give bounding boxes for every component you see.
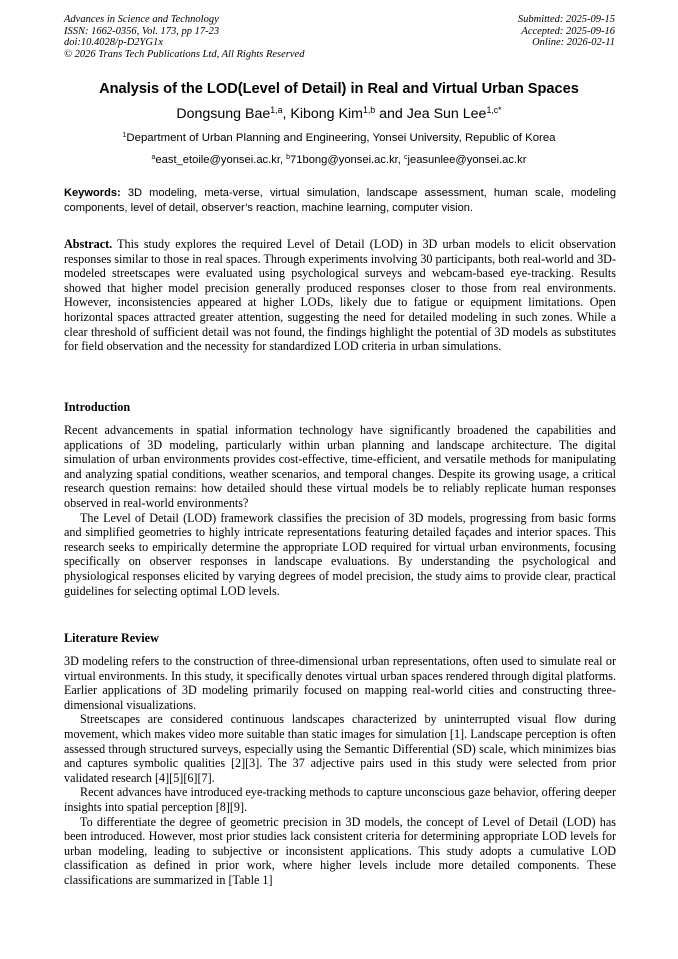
online-date: Online: 2026-02-11 bbox=[532, 37, 615, 49]
author-separator: and bbox=[375, 106, 407, 122]
paragraph: To differentiate the degree of geometric precision in 3D models, the concept of Level of Detail (LOD) has been introduced. However, most prior studies lack consistent criteria for determining appropriate LOD levels for urban modeling, leading to subjective or inconsistent applications. This study adopts a cumulative LOD classification as defined in prior work, where higher levels include more detailed components. These classifications are summarized in [Table 1] bbox=[64, 814, 616, 887]
keywords bbox=[64, 186, 616, 215]
keywords-label: Keywords: bbox=[64, 187, 121, 199]
abstract bbox=[64, 237, 616, 354]
email-link[interactable]: jeasunlee@yonsei.ac.kr bbox=[407, 154, 527, 166]
email-mark: c bbox=[404, 154, 408, 162]
issn-line: ISSN: 1662-0356, Vol. 173, pp 17-23 bbox=[64, 25, 220, 37]
affiliation-text: Department of Urban Planning and Engineering, Yonsei University, Republic of Korea bbox=[126, 132, 556, 144]
affiliation-mark: 1 bbox=[122, 132, 127, 140]
author-affil-mark: 1,c* bbox=[486, 105, 502, 116]
author-separator: , bbox=[282, 106, 291, 122]
journal-name: Advances in Science and Technology bbox=[64, 14, 219, 25]
paragraph: Streetscapes are considered continuous landscapes characterized by uninterrupted visual flow during movement, which makes video more suitable than static images for simulation [1]. Landscape perception is often assessed through structured surveys, especially using the Semantic Differential (SD) scale, which minimizes bias and captures symbolic qualities [2][3]. The 37 adjective pairs used in this study were selected from prior validated research [4][5][6][7]. bbox=[64, 712, 616, 785]
email-list bbox=[40, 153, 638, 168]
introduction-body bbox=[64, 423, 616, 598]
email-link[interactable]: 71bong@yonsei.ac.kr bbox=[290, 154, 398, 166]
section-heading-literature-review: Literature Review bbox=[64, 631, 159, 645]
author-name: Dongsung Bae bbox=[176, 106, 271, 122]
submission-dates bbox=[518, 14, 615, 49]
author-name: Kibong Kim bbox=[290, 106, 363, 122]
email-mark: b bbox=[286, 154, 291, 162]
paper-title: Analysis of the LOD(Level of Detail) in Real and Virtual Urban Spaces bbox=[99, 81, 579, 97]
email-mark: a bbox=[151, 154, 156, 162]
keywords-text: 3D modeling, meta-verse, virtual simulation, landscape assessment, human scale, modeling components, level of detail, observer’s reaction, machine learning, computer vision. bbox=[64, 187, 616, 214]
author-list bbox=[40, 105, 638, 123]
journal-info bbox=[64, 14, 304, 60]
copyright-line: © 2026 Trans Tech Publications Ltd, All Rights Reserved bbox=[64, 48, 305, 60]
accepted-date: Accepted: 2025-09-16 bbox=[521, 25, 615, 37]
email-separator: , bbox=[397, 154, 405, 166]
abstract-text: This study explores the required Level of Detail (LOD) in 3D urban models to elicit observation responses similar to those in real spaces. Through experiments involving 30 participants, both real-world and 3D-modeled streetscapes were evaluated using psychological surveys and webcam-based eye-tracking. Results showed that higher model precision generally produced responses closer to those from real environments. However, inconsistencies appeared at higher LODs, likely due to fatigue or equipment limitations. Open horizontal spaces attracted greater attention, suggesting the need for detailed modeling in such zones. While a clear threshold of sufficient detail was not found, the findings highlight the potential of 3D models as substitutes for field observation and the necessity for standardized LOD criteria in urban simulations. bbox=[64, 237, 616, 354]
author-name: Jea Sun Lee bbox=[406, 106, 487, 122]
affiliation bbox=[40, 131, 638, 146]
paragraph: The Level of Detail (LOD) framework classifies the precision of 3D models, progressing from basic forms and simplified geometries to highly intricate representations featuring detailed façades and interior spaces. This research seeks to empirically determine the appropriate LOD required for virtual urban environments, focusing specifically on observer responses in landscape evaluations. By understanding the psychological and physiological responses elicited by varying degrees of model precision, the study aims to provide clear, practical guidelines for selecting optimal LOD levels. bbox=[64, 510, 616, 598]
author-affil-mark: 1,a bbox=[270, 105, 283, 116]
author-affil-mark: 1,b bbox=[362, 105, 376, 116]
email-link[interactable]: east_etoile@yonsei.ac.kr bbox=[155, 154, 280, 166]
doi-line: doi:10.4028/p-D2YG1x bbox=[64, 37, 163, 49]
literature-review-body bbox=[64, 654, 616, 888]
paragraph: 3D modeling refers to the construction of three-dimensional urban representations, often used to simulate real or virtual environments. In this study, it specifically denotes virtual urban spaces rendered through digital platforms. Earlier applications of 3D modeling primarily focused on mapping real-world cities and constructing three-dimensional visualizations. bbox=[64, 654, 616, 712]
paragraph: Recent advancements in spatial information technology have significantly broadened the capabilities and applications of 3D modeling, particularly within urban planning and landscape architecture. The digital simulation of urban environments provides cost-effective, time-efficient, and versatile methods for manipulating and analyzing spatial conditions, weather scenarios, and temporal changes. Despite its growing usage, a critical research question remains: how detailed should these virtual models be to reliably replicate human responses observed in real-world environments? bbox=[64, 423, 616, 510]
email-separator: , bbox=[279, 154, 287, 166]
submitted-date: Submitted: 2025-09-15 bbox=[517, 14, 615, 25]
section-heading-introduction: Introduction bbox=[64, 400, 131, 414]
abstract-label: Abstract. bbox=[64, 237, 113, 251]
paragraph: Recent advances have introduced eye-tracking methods to capture unconscious gaze behavior, offering deeper insights into spatial perception [8][9]. bbox=[64, 785, 616, 814]
